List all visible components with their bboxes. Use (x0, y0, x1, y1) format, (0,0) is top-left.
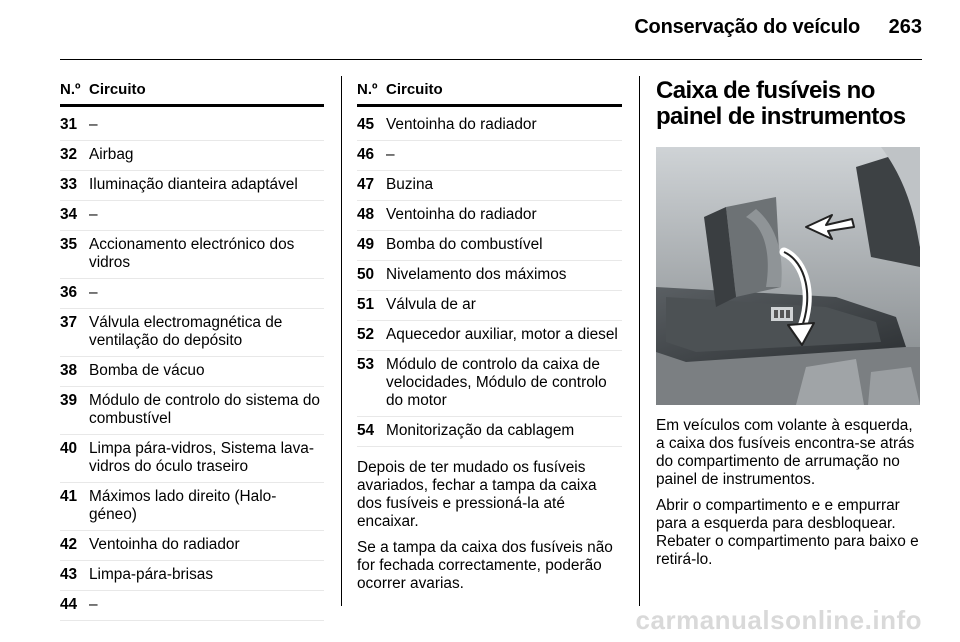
table-row (60, 387, 324, 435)
table-row (60, 309, 324, 357)
table-row (60, 561, 324, 591)
table-row (60, 435, 324, 483)
fuse-circuit: Airbag (89, 146, 134, 163)
table-rows (60, 111, 324, 621)
paragraph-close-cover: Depois de ter mudado os fusíveis avariados, fechar a tampa da caixa dos fusíveis e pressioná-la até encaixar. (357, 459, 597, 530)
fuse-circuit: Buzina (386, 176, 434, 193)
fuse-number: 34 (60, 206, 78, 223)
table-header (357, 80, 622, 107)
fuse-number: 52 (357, 326, 375, 343)
fuse-circuit: – (89, 284, 98, 301)
table-row (60, 483, 324, 531)
table-row (60, 141, 324, 171)
table-row (357, 141, 622, 171)
fuse-circuit: Ventoinha do radiador (386, 116, 537, 133)
header-number: N.º (60, 81, 81, 98)
table-row (357, 171, 622, 201)
fuse-number: 44 (60, 596, 78, 613)
table-row (357, 201, 622, 231)
table-row (60, 201, 324, 231)
fuse-number: 54 (357, 422, 375, 439)
fuse-number: 32 (60, 146, 78, 163)
fuse-number: 46 (357, 146, 375, 163)
table-row (60, 357, 324, 387)
fuse-circuit: Bomba do combustível (386, 236, 543, 253)
table-row (60, 171, 324, 201)
table-row (357, 261, 622, 291)
column-divider-1 (341, 76, 342, 606)
fuse-table-left (60, 80, 324, 621)
fusebox-illustration (656, 147, 920, 405)
fuse-circuit: Monitorização da cablagem (386, 422, 575, 439)
fuse-number: 53 (357, 356, 375, 373)
section-title: Caixa de fusíveis no painel de instrumentos (656, 77, 906, 130)
page-number: 263 (888, 16, 922, 38)
header-circuit: Circuito (89, 81, 146, 98)
fuse-number: 35 (60, 236, 78, 253)
fuse-circuit: Accionamento electrónico dos vidros (89, 236, 295, 271)
fuse-number: 49 (357, 236, 375, 253)
fuse-number: 47 (357, 176, 375, 193)
table-row (357, 231, 622, 261)
fuse-circuit: Limpa-pára-brisas (89, 566, 214, 583)
fuse-number: 50 (357, 266, 375, 283)
table-row (60, 591, 324, 621)
fuse-number: 39 (60, 392, 78, 409)
fuse-circuit: Válvula electromagnética de ventilação do depósito (89, 314, 283, 349)
fuse-number: 40 (60, 440, 78, 457)
fuse-circuit: Limpa pára-vidros, Sistema lava-vidros do óculo traseiro (89, 440, 314, 475)
table-row (357, 417, 622, 447)
table-row (357, 111, 622, 141)
table-row (60, 279, 324, 309)
fuse-circuit: Módulo de controlo da caixa de velocidades, Módulo de controlo do motor (386, 356, 607, 409)
fuse-circuit: Nivelamento dos máximos (386, 266, 567, 283)
fuse-circuit: Iluminação dianteira adaptável (89, 176, 298, 193)
fuse-number: 51 (357, 296, 375, 313)
header-rule (60, 59, 922, 60)
table-row (357, 351, 622, 417)
table-row (60, 531, 324, 561)
fuse-number: 48 (357, 206, 375, 223)
table-row (60, 231, 324, 279)
fuse-number: 45 (357, 116, 375, 133)
table-rows (357, 111, 622, 447)
column-divider-2 (639, 76, 640, 606)
fuse-circuit: Ventoinha do radiador (89, 536, 240, 553)
fuse-circuit: – (89, 206, 98, 223)
watermark: carmanualsonline.info (635, 605, 922, 635)
fuse-circuit: Ventoinha do radiador (386, 206, 537, 223)
paragraph-warning: Se a tampa da caixa dos fusíveis não for fechada correctamente, poderão ocorrer avarias. (357, 539, 613, 592)
fuse-circuit: Válvula de ar (386, 296, 476, 313)
paragraph-location: Em veículos com volante à esquerda, a caixa dos fusíveis encontra-se atrás do compartimento de arrumação no painel de instrumentos. (656, 417, 915, 488)
fuse-circuit: – (89, 596, 98, 613)
fuse-circuit: Aquecedor auxiliar, motor a diesel (386, 326, 618, 343)
fuse-number: 33 (60, 176, 78, 193)
fuse-circuit: – (386, 146, 395, 163)
fuse-circuit: – (89, 116, 98, 133)
fuse-circuit: Módulo de controlo do sistema do combustível (89, 392, 320, 427)
fusebox-drawing-icon (656, 147, 920, 405)
header-circuit: Circuito (386, 81, 443, 98)
table-row (357, 291, 622, 321)
table-row (60, 111, 324, 141)
fuse-circuit: Bomba de vácuo (89, 362, 205, 379)
fuse-number: 38 (60, 362, 78, 379)
fuse-table-right (357, 80, 622, 593)
fuse-number: 37 (60, 314, 78, 331)
section-instrument-panel-fusebox (656, 77, 922, 569)
table-header (60, 80, 324, 107)
header-number: N.º (357, 81, 378, 98)
fuse-number: 41 (60, 488, 78, 505)
paragraph-instructions: Abrir o compartimento e e empurrar para a esquerda para desbloquear. Rebater o compartimento para baixo e retirá-lo. (656, 497, 919, 568)
fuse-number: 42 (60, 536, 78, 553)
fuse-number: 43 (60, 566, 78, 583)
table-row (357, 321, 622, 351)
fuse-number: 31 (60, 116, 78, 133)
page-header-title: Conservação do veículo (634, 16, 860, 38)
fuse-circuit: Máximos lado direito (Halo-géneo) (89, 488, 277, 523)
fuse-number: 36 (60, 284, 78, 301)
